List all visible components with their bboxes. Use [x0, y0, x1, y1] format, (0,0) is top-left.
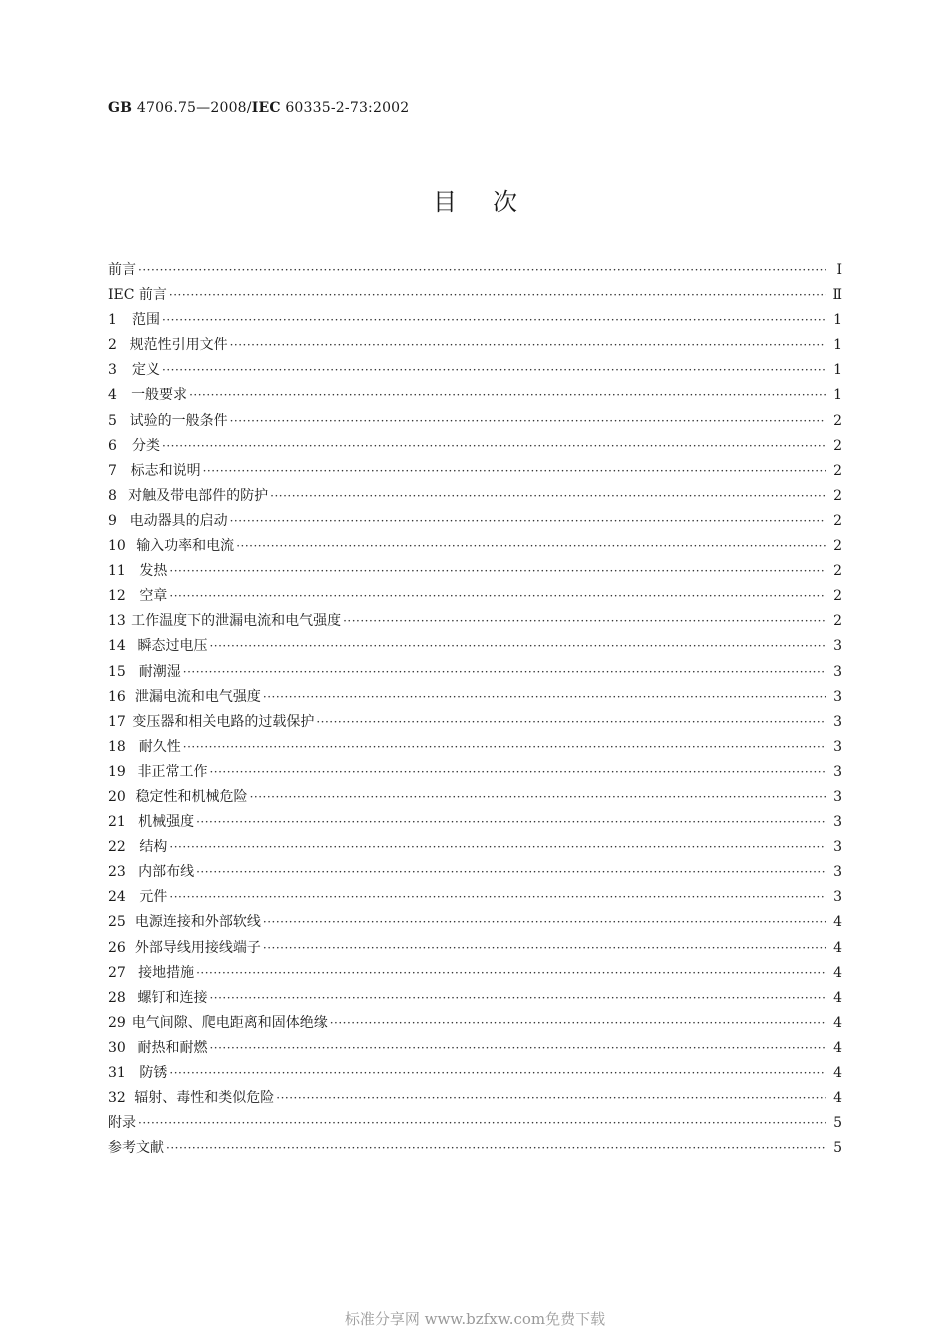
table-of-contents — [108, 259, 842, 1162]
toc-entry-label: 瞬态过电压 — [137, 638, 208, 655]
toc-entry-number: 19 — [108, 763, 126, 780]
toc-entry-number: 1 — [108, 312, 117, 329]
toc-leader-dots — [169, 1066, 826, 1080]
toc-entry-page: 4 — [833, 1039, 842, 1056]
toc-entry-page: 4 — [833, 989, 842, 1006]
toc-leader-dots — [209, 765, 826, 779]
toc-entry-page: 2 — [833, 462, 842, 479]
toc-leader-dots — [276, 1091, 826, 1105]
iec-prefix: IEC — [251, 100, 281, 116]
toc-entry-number: 14 — [108, 638, 126, 655]
toc-entry-label: 参考文献 — [108, 1140, 164, 1157]
toc-entry-label: 对触及带电部件的防护 — [128, 487, 269, 504]
toc-entry[interactable] — [108, 937, 842, 962]
toc-entry-number: 25 — [108, 914, 126, 931]
toc-leader-dots — [330, 1016, 826, 1030]
toc-entry-number: 6 — [108, 437, 117, 454]
toc-entry-number: 8 — [108, 487, 117, 504]
toc-entry-page: 4 — [833, 964, 842, 981]
toc-entry-page: 3 — [833, 738, 842, 755]
toc-entry-label: 辐射、毒性和类似危险 — [134, 1090, 275, 1107]
toc-entry-label: 附录 — [108, 1115, 136, 1132]
toc-entry-page: 2 — [833, 487, 842, 504]
toc-entry-page: 3 — [833, 889, 842, 906]
toc-entry-page: Ⅰ — [836, 262, 842, 278]
toc-leader-dots — [196, 815, 826, 829]
toc-entry-page: 2 — [833, 512, 842, 529]
toc-leader-dots — [263, 690, 826, 704]
page-title: 目次 — [433, 188, 553, 216]
toc-leader-dots — [183, 665, 826, 679]
toc-entry-label: 一般要求 — [131, 387, 188, 404]
toc-entry-page: 3 — [833, 864, 842, 881]
toc-leader-dots — [162, 439, 826, 453]
toc-leader-dots — [196, 966, 826, 980]
toc-leader-dots — [250, 790, 826, 804]
toc-entry[interactable] — [108, 435, 842, 460]
toc-entry-page: 3 — [833, 713, 842, 730]
toc-entry-label: 外部导线用接线端子 — [134, 939, 261, 956]
toc-entry-number: 32 — [108, 1090, 126, 1107]
toc-entry-number: 30 — [108, 1039, 126, 1056]
toc-entry-label: 耐热和耐燃 — [137, 1039, 208, 1056]
toc-entry-number: 24 — [108, 889, 126, 906]
toc-entry-page: 3 — [833, 688, 842, 705]
toc-leader-dots — [263, 941, 826, 955]
toc-entry-label: 电动器具的启动 — [129, 512, 228, 529]
toc-entry[interactable] — [108, 1062, 842, 1087]
toc-leader-dots — [230, 338, 826, 352]
toc-entry-page: 2 — [833, 613, 842, 630]
toc-entry-number: 31 — [108, 1065, 126, 1081]
toc-leader-dots — [169, 288, 826, 302]
toc-entry-page: 1 — [833, 362, 842, 379]
toc-leader-dots — [162, 363, 826, 377]
standard-header — [108, 100, 409, 116]
toc-entry-label: 稳定性和机械危险 — [135, 788, 248, 805]
toc-entry[interactable] — [108, 635, 842, 660]
toc-leader-dots — [209, 1041, 826, 1055]
toc-entry-page: 2 — [833, 412, 842, 429]
toc-entry-page: 1 — [833, 312, 842, 329]
toc-entry-label: 耐久性 — [138, 738, 181, 755]
toc-entry[interactable] — [108, 610, 842, 635]
toc-entry-number: 22 — [108, 839, 126, 856]
toc-entry-page: 3 — [833, 638, 842, 655]
toc-entry-label: 输入功率和电流 — [136, 538, 235, 555]
toc-entry[interactable] — [108, 535, 842, 560]
toc-entry-number: 17 — [108, 713, 126, 730]
toc-entry-page: 1 — [833, 387, 842, 404]
toc-entry-number: 9 — [108, 512, 117, 529]
toc-entry-page: 4 — [833, 939, 842, 956]
toc-entry-page: 1 — [833, 337, 842, 354]
toc-entry-page: 5 — [833, 1115, 842, 1132]
toc-entry-label: 变压器和相关电路的过载保护 — [132, 713, 315, 730]
toc-entry-number: 11 — [108, 563, 126, 580]
toc-entry-label: 电源连接和外部软线 — [134, 914, 261, 931]
toc-leader-dots — [209, 639, 826, 653]
toc-entry[interactable] — [108, 284, 842, 309]
toc-entry[interactable] — [108, 1087, 842, 1112]
toc-entry-label: 工作温度下的泄漏电流和电气强度 — [131, 613, 342, 630]
toc-leader-dots — [203, 464, 826, 478]
toc-entry-label: 规范性引用文件 — [129, 337, 228, 354]
toc-entry-label: 电气间隙、爬电距离和固体绝缘 — [131, 1014, 328, 1031]
toc-leader-dots — [183, 740, 826, 754]
toc-leader-dots — [169, 589, 826, 603]
toc-entry-label: 耐潮湿 — [138, 663, 181, 680]
toc-leader-dots — [316, 715, 826, 729]
toc-entry[interactable] — [108, 761, 842, 786]
toc-entry-number: 12 — [108, 588, 126, 605]
toc-leader-dots — [230, 514, 826, 528]
toc-entry-label: 元件 — [139, 889, 168, 906]
toc-entry[interactable] — [108, 711, 842, 736]
toc-entry-label: 螺钉和连接 — [137, 989, 208, 1006]
toc-entry-page: 2 — [833, 538, 842, 555]
toc-entry[interactable] — [108, 510, 842, 535]
toc-entry-number: 16 — [108, 688, 126, 705]
toc-leader-dots — [230, 414, 826, 428]
toc-entry[interactable] — [108, 736, 842, 761]
toc-entry-number: 18 — [108, 738, 126, 755]
toc-leader-dots — [169, 564, 826, 578]
toc-entry-label: 前言 — [108, 262, 136, 278]
toc-entry[interactable] — [108, 911, 842, 936]
toc-leader-dots — [166, 1141, 826, 1155]
toc-entry-number: 23 — [108, 864, 126, 881]
toc-entry-label: 发热 — [139, 563, 168, 580]
toc-entry-page: 3 — [833, 788, 842, 805]
toc-entry-number: 26 — [108, 939, 126, 956]
toc-entry[interactable] — [108, 334, 842, 359]
toc-entry-page: 3 — [833, 839, 842, 856]
toc-entry-page: 4 — [833, 1014, 842, 1031]
toc-entry[interactable] — [108, 1012, 842, 1037]
standard-prefix: GB — [108, 100, 133, 116]
toc-entry[interactable] — [108, 309, 842, 334]
toc-entry-number: 3 — [108, 362, 117, 379]
toc-entry-number: 21 — [108, 814, 126, 831]
toc-entry-number: 2 — [108, 337, 117, 354]
toc-entry-label: 结构 — [139, 839, 168, 856]
toc-entry[interactable] — [108, 886, 842, 911]
toc-entry[interactable] — [108, 585, 842, 610]
toc-leader-dots — [196, 865, 826, 879]
toc-entry-label: 非正常工作 — [137, 763, 208, 780]
toc-entry-label: 空章 — [139, 588, 168, 605]
toc-entry-label: 标志和说明 — [130, 462, 201, 479]
toc-entry[interactable] — [108, 485, 842, 510]
toc-entry[interactable] — [108, 560, 842, 585]
toc-entry-number: 27 — [108, 964, 126, 981]
toc-entry[interactable] — [108, 836, 842, 861]
toc-entry-label: IEC 前言 — [108, 287, 167, 304]
toc-entry[interactable] — [108, 661, 842, 686]
toc-entry-label: 接地措施 — [138, 964, 195, 981]
toc-entry-label: 内部布线 — [138, 864, 195, 881]
toc-entry-page: 4 — [833, 1090, 842, 1107]
toc-entry-page: 2 — [833, 437, 842, 454]
toc-entry-number: 20 — [108, 788, 126, 805]
toc-leader-dots — [263, 915, 826, 929]
toc-entry-page: Ⅱ — [832, 287, 842, 304]
toc-entry-number: 28 — [108, 989, 126, 1006]
toc-leader-dots — [162, 313, 826, 327]
toc-entry-number: 10 — [108, 538, 126, 555]
toc-entry[interactable] — [108, 811, 842, 836]
toc-entry[interactable] — [108, 259, 842, 284]
toc-entry-label: 定义 — [132, 362, 161, 379]
toc-entry-page: 3 — [833, 663, 842, 680]
toc-entry-number: 13 — [108, 613, 126, 630]
toc-leader-dots — [236, 539, 826, 553]
toc-entry[interactable] — [108, 861, 842, 886]
toc-entry[interactable] — [108, 384, 842, 409]
toc-entry[interactable] — [108, 410, 842, 435]
toc-entry[interactable] — [108, 1137, 842, 1162]
standard-code: 4706.75—2008/ — [136, 100, 252, 116]
toc-entry-label: 泄漏电流和电气强度 — [134, 688, 261, 705]
toc-entry-label: 防锈 — [139, 1065, 168, 1081]
toc-entry-number: 7 — [108, 462, 117, 479]
toc-entry-page: 2 — [833, 563, 842, 580]
toc-leader-dots — [169, 890, 826, 904]
toc-entry-page: 5 — [833, 1140, 842, 1157]
toc-entry[interactable] — [108, 962, 842, 987]
toc-entry-label: 范围 — [132, 312, 161, 329]
toc-entry[interactable] — [108, 359, 842, 384]
toc-entry-label: 分类 — [132, 437, 161, 454]
toc-leader-dots — [270, 489, 826, 503]
toc-entry-page: 3 — [833, 814, 842, 831]
toc-entry[interactable] — [108, 987, 842, 1012]
toc-entry-page: 2 — [833, 588, 842, 605]
watermark-footer: 标准分享网 www.bzfxw.com免费下载 — [344, 1310, 606, 1328]
toc-entry-page: 3 — [833, 763, 842, 780]
toc-entry[interactable] — [108, 1037, 842, 1062]
toc-entry-page: 4 — [833, 1065, 842, 1081]
toc-entry-number: 15 — [108, 663, 126, 680]
toc-entry-number: 4 — [108, 387, 117, 404]
iec-code: 60335-2-73:2002 — [285, 100, 410, 116]
toc-entry-number: 5 — [108, 412, 117, 429]
toc-leader-dots — [138, 1116, 826, 1130]
toc-entry-number: 29 — [108, 1014, 126, 1031]
toc-entry[interactable] — [108, 1112, 842, 1137]
toc-leader-dots — [189, 388, 826, 402]
toc-entry-page: 4 — [833, 914, 842, 931]
toc-leader-dots — [138, 263, 826, 277]
toc-entry[interactable] — [108, 686, 842, 711]
toc-entry-label: 试验的一般条件 — [129, 412, 228, 429]
toc-leader-dots — [209, 991, 826, 1005]
toc-leader-dots — [169, 840, 826, 854]
toc-entry-label: 机械强度 — [138, 814, 195, 831]
toc-entry[interactable] — [108, 786, 842, 811]
toc-entry[interactable] — [108, 460, 842, 485]
toc-leader-dots — [343, 614, 826, 628]
